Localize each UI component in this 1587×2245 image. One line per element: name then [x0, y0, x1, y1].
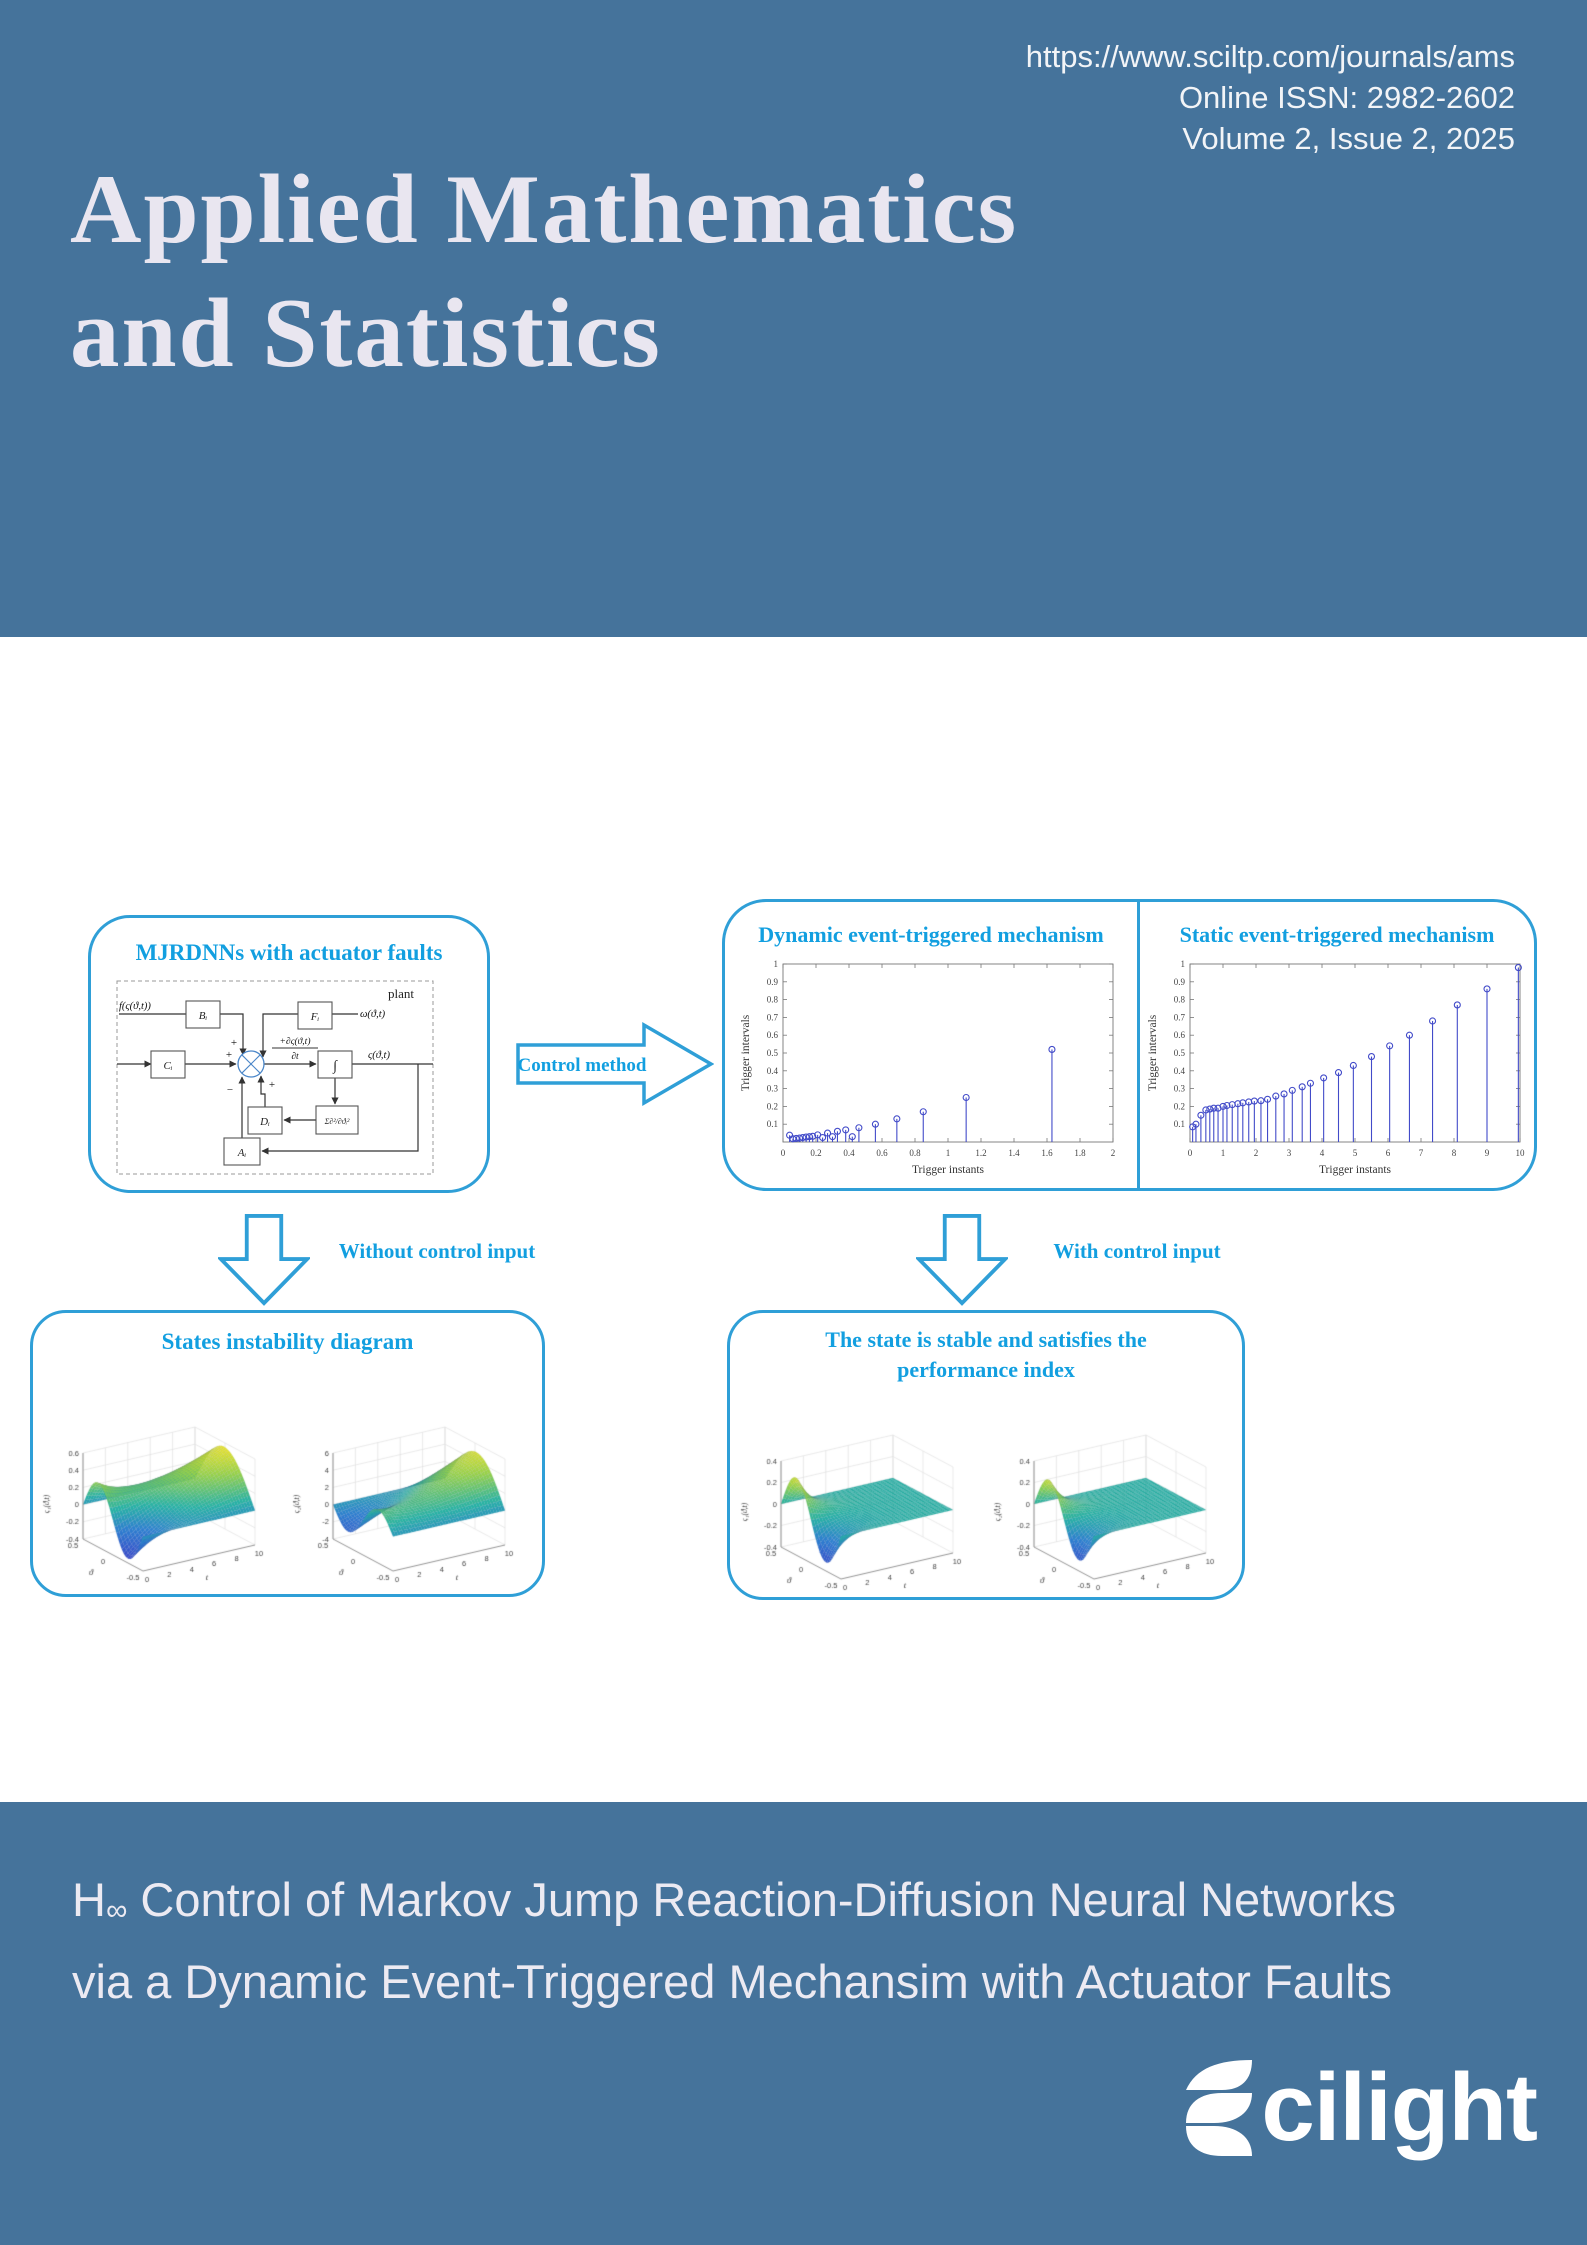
- infinity-subscript: ∞: [105, 1894, 128, 1927]
- block-integral-label: ∫: [333, 1059, 337, 1074]
- block-b-label: Bᵢ: [198, 1010, 208, 1022]
- svg-text:0: 0: [780, 1148, 786, 1158]
- svg-text:1: 1: [1180, 959, 1185, 969]
- svg-text:2: 2: [1110, 1148, 1116, 1158]
- issn-line: Online ISSN: 2982-2602: [1178, 80, 1515, 115]
- control-method-arrow: [516, 1021, 714, 1112]
- svg-text:0.2: 0.2: [766, 1101, 778, 1112]
- article-title-line1: H∞ Control of Markov Jump Reaction-Diffusion Neural Networks: [72, 1873, 1396, 1927]
- svg-text:0.2: 0.2: [1173, 1101, 1185, 1112]
- instability-title: States instability diagram: [161, 1329, 414, 1354]
- scilight-logo: [1184, 2054, 1537, 2161]
- svg-text:1: 1: [1220, 1148, 1226, 1158]
- block-f-label: Fᵢ: [310, 1011, 320, 1023]
- svg-text:7: 7: [1418, 1148, 1424, 1158]
- svg-text:6: 6: [1385, 1148, 1391, 1158]
- unstable-surface-2: [289, 1389, 541, 1589]
- graphical-abstract: [0, 637, 1587, 1802]
- journal-url[interactable]: https://www.sciltp.com/journals/ams: [1025, 39, 1515, 74]
- journal-title: [70, 148, 1018, 396]
- svg-text:0.6: 0.6: [876, 1148, 888, 1158]
- svg-text:0.6: 0.6: [1173, 1030, 1185, 1041]
- stable-surface-2: [990, 1397, 1242, 1597]
- svg-text:1.4: 1.4: [1008, 1148, 1020, 1158]
- svg-text:3: 3: [1286, 1148, 1292, 1158]
- svg-text:0.9: 0.9: [766, 976, 778, 987]
- block-c-label: Cᵢ: [163, 1060, 173, 1072]
- stable-box: [727, 1310, 1245, 1600]
- svg-text:Trigger intervals: Trigger intervals: [740, 1014, 752, 1092]
- svg-text:0.9: 0.9: [1173, 976, 1185, 987]
- omega-label: ω(ϑ,t): [360, 1009, 386, 1020]
- mjrdnn-title: MJRDNNs with actuator faults: [135, 940, 443, 965]
- svg-text:0.4: 0.4: [1173, 1065, 1185, 1076]
- svg-text:5: 5: [1352, 1148, 1358, 1158]
- event-triggered-box: [722, 899, 1537, 1191]
- stable-title-line2: performance index: [897, 1357, 1075, 1382]
- down-arrow-left-icon: [218, 1213, 310, 1312]
- static-mechanism-title: Static event-triggered mechanism: [1179, 922, 1495, 947]
- svg-text:1: 1: [773, 959, 778, 969]
- svg-text:1.8: 1.8: [1074, 1148, 1086, 1158]
- svg-text:0: 0: [1187, 1148, 1193, 1158]
- svg-text:0.3: 0.3: [1173, 1083, 1185, 1094]
- with-control-label: With control input: [1053, 1239, 1221, 1263]
- svg-text:2: 2: [1253, 1148, 1259, 1158]
- svg-text:0.8: 0.8: [1173, 994, 1185, 1005]
- svg-text:0.3: 0.3: [766, 1083, 778, 1094]
- svg-text:0.4: 0.4: [766, 1065, 778, 1076]
- mjrdnn-box: [88, 915, 490, 1193]
- unstable-surface-1: [39, 1389, 291, 1589]
- without-control-label: Without control input: [338, 1239, 536, 1263]
- article-title: [72, 1864, 1396, 2017]
- svg-text:8: 8: [1451, 1148, 1457, 1158]
- stable-surface-1: [737, 1397, 989, 1597]
- svg-text:0.1: 0.1: [766, 1119, 778, 1130]
- derivative-numerator: +∂ς(ϑ,t): [279, 1037, 311, 1047]
- dynamic-mechanism-title: Dynamic event-triggered mechanism: [758, 922, 1104, 947]
- volume-line: Volume 2, Issue 2, 2025: [1182, 121, 1515, 156]
- stable-title-line1: The state is stable and satisfies the: [825, 1327, 1147, 1352]
- svg-text:0.5: 0.5: [1173, 1048, 1185, 1058]
- bottom-banner: [0, 1802, 1587, 2245]
- plant-label: plant: [388, 986, 414, 1001]
- state-output-label: ς(ϑ,t): [368, 1050, 390, 1061]
- svg-text:10: 10: [1515, 1148, 1525, 1158]
- svg-text:Trigger intervals: Trigger intervals: [1147, 1014, 1159, 1092]
- control-method-label: Control method: [517, 1055, 647, 1076]
- svg-text:1.6: 1.6: [1041, 1148, 1053, 1158]
- sign-minus-a: −: [226, 1084, 234, 1096]
- block-a-label: Aᵢ: [237, 1147, 247, 1159]
- derivative-denominator: ∂t: [291, 1052, 299, 1062]
- svg-text:0.1: 0.1: [1173, 1119, 1185, 1130]
- svg-text:0.8: 0.8: [766, 994, 778, 1005]
- instability-box: [30, 1310, 545, 1597]
- svg-text:0.5: 0.5: [766, 1048, 778, 1058]
- svg-text:4: 4: [1319, 1148, 1325, 1158]
- block-sum-label: Σ∂²/∂ϑᵢ²: [324, 1117, 350, 1126]
- svg-text:Trigger instants: Trigger instants: [911, 1164, 985, 1176]
- svg-text:Trigger instants: Trigger instants: [1318, 1164, 1392, 1176]
- logo-text: cilight: [1261, 2054, 1537, 2161]
- svg-text:1: 1: [945, 1148, 951, 1158]
- f-input-label: f(ς(ϑ,t)): [119, 1001, 151, 1012]
- svg-text:0.7: 0.7: [1173, 1012, 1185, 1023]
- block-d-label: Dᵢ: [260, 1116, 270, 1128]
- sign-plus-d: +: [268, 1079, 276, 1091]
- journal-title-line2: and Statistics: [70, 279, 662, 388]
- down-arrow-right-icon: [916, 1213, 1008, 1312]
- sign-plus-b: +: [230, 1037, 238, 1049]
- svg-text:0.8: 0.8: [909, 1148, 921, 1158]
- static-stem-chart: [1144, 950, 1534, 1182]
- summing-junction-icon: [238, 1051, 264, 1077]
- svg-text:0.2: 0.2: [810, 1148, 822, 1158]
- svg-text:9: 9: [1484, 1148, 1490, 1158]
- static-mechanism-panel: [1140, 902, 1534, 1188]
- svg-text:0.6: 0.6: [766, 1030, 778, 1041]
- journal-title-line1: Applied Mathematics: [70, 155, 1019, 264]
- header-info: [1026, 36, 1515, 159]
- svg-text:0.4: 0.4: [843, 1148, 855, 1158]
- top-banner: [0, 0, 1587, 637]
- svg-text:0.7: 0.7: [766, 1012, 778, 1023]
- dynamic-mechanism-panel: [725, 902, 1137, 1188]
- scilight-s-icon: [1184, 2060, 1254, 2156]
- sign-plus-c: +: [225, 1049, 233, 1061]
- dynamic-stem-chart: [737, 950, 1127, 1182]
- article-title-line2: via a Dynamic Event-Triggered Mechansim with Actuator Faults: [72, 1955, 1392, 2008]
- block-diagram: [96, 976, 446, 1191]
- svg-text:1.2: 1.2: [975, 1148, 987, 1158]
